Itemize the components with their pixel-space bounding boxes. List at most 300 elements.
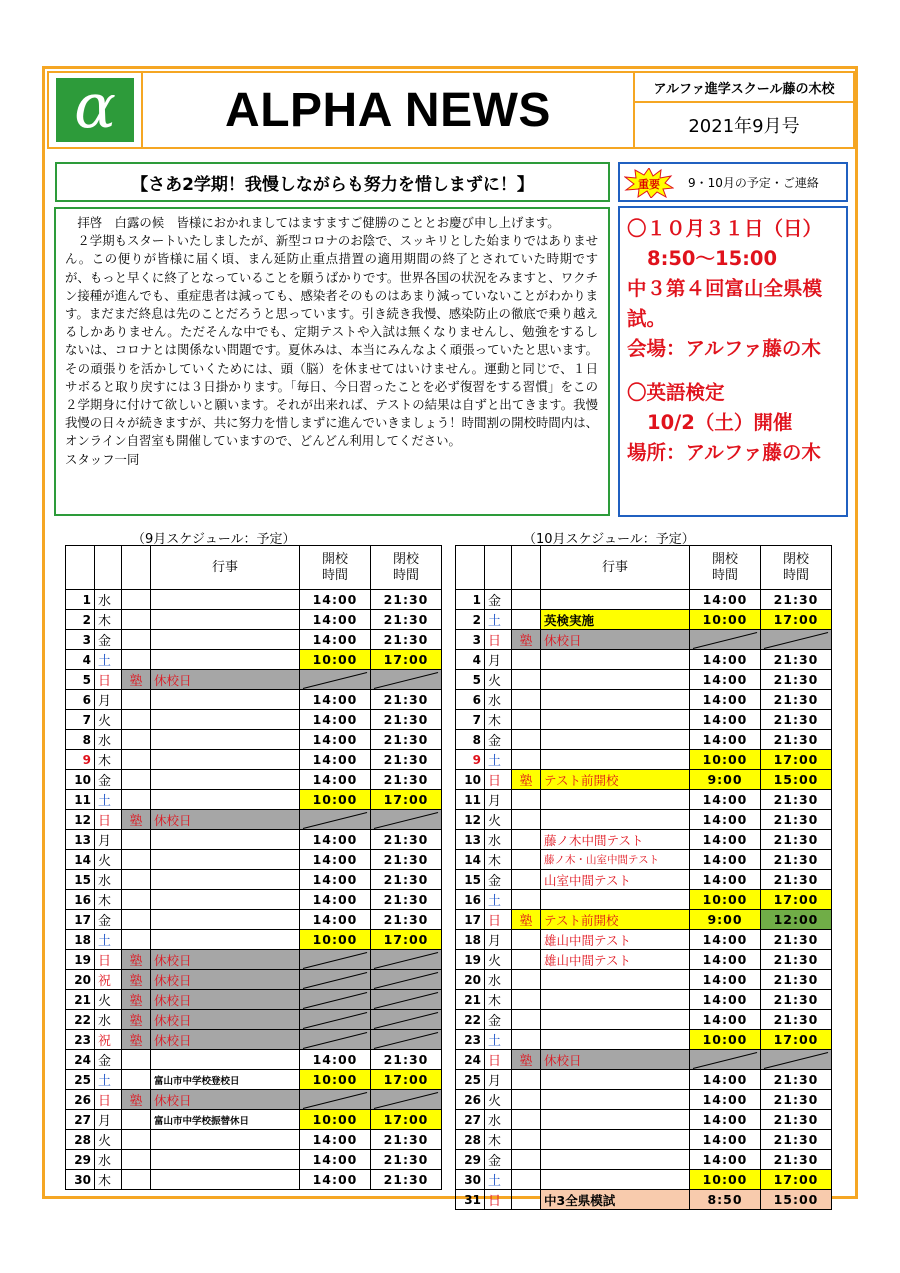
row-date: 3 (456, 630, 485, 650)
row-juku-mark (512, 830, 541, 850)
row-date: 17 (456, 910, 485, 930)
row-day: 金 (95, 630, 122, 650)
row-juku-mark: 塾 (512, 1050, 541, 1070)
header-date (66, 546, 95, 590)
row-close-time: 17:00 (761, 1170, 832, 1190)
oct-schedule-title: （10月スケジュール：予定） (523, 532, 695, 547)
row-day: 木 (95, 610, 122, 630)
row-event: 休校日 (151, 970, 300, 990)
row-open-time: 14:00 (690, 990, 761, 1010)
schedule-row (456, 830, 832, 850)
row-juku-mark (512, 590, 541, 610)
row-close-time (761, 1050, 832, 1070)
row-day: 土 (485, 1030, 512, 1050)
row-open-time: 14:00 (690, 850, 761, 870)
row-event: 休校日 (541, 630, 690, 650)
row-event: 休校日 (151, 1030, 300, 1050)
row-close-time: 21:30 (371, 750, 442, 770)
schedule-row (66, 970, 442, 990)
schedule-row (456, 990, 832, 1010)
school-name: アルファ進学スクール藤の木校 (633, 71, 855, 103)
schedule-row (66, 830, 442, 850)
row-date: 5 (456, 670, 485, 690)
row-day: 月 (95, 830, 122, 850)
row-date: 25 (456, 1070, 485, 1090)
schedule-row (456, 1090, 832, 1110)
header-open-time: 開校 時間 (300, 546, 371, 590)
row-close-time: 21:30 (371, 770, 442, 790)
row-date: 16 (66, 890, 95, 910)
row-juku-mark (122, 910, 151, 930)
row-open-time: 14:00 (690, 1090, 761, 1110)
row-event (541, 1130, 690, 1150)
row-close-time: 21:30 (371, 710, 442, 730)
row-day: 土 (95, 1070, 122, 1090)
row-juku-mark (512, 930, 541, 950)
row-close-time (761, 630, 832, 650)
row-open-time (300, 1030, 371, 1050)
row-close-time: 21:30 (761, 930, 832, 950)
row-event (151, 710, 300, 730)
row-event (151, 1150, 300, 1170)
schedule-row (456, 610, 832, 630)
row-date: 18 (456, 930, 485, 950)
row-open-time: 14:00 (300, 750, 371, 770)
row-open-time (690, 630, 761, 650)
row-event (541, 790, 690, 810)
schedule-row (456, 1110, 832, 1130)
row-day: 月 (95, 1110, 122, 1130)
row-open-time: 14:00 (300, 1130, 371, 1150)
row-open-time: 10:00 (300, 1110, 371, 1130)
sept-schedule-title: （9月スケジュール：予定） (132, 532, 296, 547)
row-open-time: 14:00 (300, 1150, 371, 1170)
row-close-time: 21:30 (761, 790, 832, 810)
row-day: 水 (95, 870, 122, 890)
logo-box (47, 71, 143, 149)
notice-line: 10/2（土）開催 (647, 411, 793, 434)
schedule-row (66, 590, 442, 610)
row-juku-mark (512, 690, 541, 710)
row-open-time: 14:00 (690, 690, 761, 710)
row-event (541, 670, 690, 690)
row-close-time: 12:00 (761, 910, 832, 930)
row-event (541, 1150, 690, 1170)
schedule-row (456, 590, 832, 610)
schedule-row (66, 690, 442, 710)
row-close-time: 21:30 (371, 630, 442, 650)
schedule-row (66, 610, 442, 630)
row-event: 英検実施 (541, 610, 690, 630)
notice-line: 会場：アルファ藤の木 (627, 337, 821, 360)
row-open-time: 14:00 (690, 870, 761, 890)
row-event (541, 1030, 690, 1050)
row-juku-mark (122, 610, 151, 630)
row-close-time (371, 1010, 442, 1030)
row-event (151, 1050, 300, 1070)
row-day: 金 (485, 870, 512, 890)
row-open-time: 14:00 (690, 1010, 761, 1030)
row-event (541, 1110, 690, 1130)
row-day: 火 (95, 1130, 122, 1150)
row-close-time: 21:30 (761, 1130, 832, 1150)
header-event: 行事 (541, 546, 690, 590)
table-header-row (456, 546, 832, 590)
schedule-row (456, 1070, 832, 1090)
row-event: 休校日 (151, 1090, 300, 1110)
notice-line: 8:50～15:00 (647, 247, 778, 270)
row-juku-mark: 塾 (122, 1010, 151, 1030)
row-date: 10 (456, 770, 485, 790)
schedule-row (66, 1130, 442, 1150)
row-juku-mark: 塾 (122, 670, 151, 690)
row-event (151, 930, 300, 950)
row-day: 日 (95, 670, 122, 690)
row-juku-mark: 塾 (122, 1090, 151, 1110)
schedule-row (456, 770, 832, 790)
schedule-row (456, 650, 832, 670)
notice-line: 中３第４回富山全県模試。 (627, 277, 823, 330)
row-open-time: 14:00 (690, 930, 761, 950)
sept-schedule-table (65, 545, 442, 1190)
schedule-row (66, 910, 442, 930)
row-date: 15 (66, 870, 95, 890)
row-date: 1 (66, 590, 95, 610)
notice-heading (618, 162, 848, 202)
row-date: 7 (456, 710, 485, 730)
important-burst-icon (624, 168, 674, 198)
row-juku-mark (512, 1030, 541, 1050)
row-close-time: 15:00 (761, 1190, 832, 1210)
row-open-time: 14:00 (300, 630, 371, 650)
row-juku-mark (512, 870, 541, 890)
row-day: 日 (485, 1050, 512, 1070)
row-juku-mark (122, 1170, 151, 1190)
row-day: 金 (95, 1050, 122, 1070)
row-event (541, 690, 690, 710)
row-juku-mark (122, 830, 151, 850)
schedule-row (456, 810, 832, 830)
row-day: 火 (95, 710, 122, 730)
row-close-time: 21:30 (761, 1070, 832, 1090)
row-juku-mark (512, 730, 541, 750)
row-day: 土 (485, 1170, 512, 1190)
schedule-row (456, 710, 832, 730)
row-date: 4 (66, 650, 95, 670)
row-close-time: 21:30 (761, 810, 832, 830)
row-juku-mark: 塾 (512, 910, 541, 930)
schedule-row (456, 730, 832, 750)
row-date: 17 (66, 910, 95, 930)
row-day: 水 (95, 1010, 122, 1030)
row-date: 31 (456, 1190, 485, 1210)
header-day (95, 546, 122, 590)
row-juku-mark: 塾 (122, 810, 151, 830)
row-juku-mark (122, 710, 151, 730)
schedule-row (66, 1050, 442, 1070)
row-day: 日 (485, 770, 512, 790)
row-day: 水 (95, 590, 122, 610)
row-date: 14 (66, 850, 95, 870)
row-day: 火 (485, 1090, 512, 1110)
row-day: 土 (485, 890, 512, 910)
row-juku-mark (512, 950, 541, 970)
row-event: テスト前開校 (541, 770, 690, 790)
row-date: 10 (66, 770, 95, 790)
row-open-time: 14:00 (690, 970, 761, 990)
row-event (151, 610, 300, 630)
row-day: 火 (95, 990, 122, 1010)
row-open-time: 9:00 (690, 770, 761, 790)
schedule-row (66, 1030, 442, 1050)
row-date: 14 (456, 850, 485, 870)
row-day: 金 (485, 590, 512, 610)
header-day (485, 546, 512, 590)
row-event (151, 630, 300, 650)
row-date: 9 (66, 750, 95, 770)
row-close-time: 21:30 (371, 850, 442, 870)
row-day: 日 (95, 810, 122, 830)
row-open-time (300, 1090, 371, 1110)
schedule-row (66, 850, 442, 870)
row-day: 金 (485, 1150, 512, 1170)
row-close-time: 21:30 (371, 1050, 442, 1070)
row-close-time: 21:30 (761, 1010, 832, 1030)
schedule-row (66, 930, 442, 950)
row-event (151, 850, 300, 870)
row-date: 16 (456, 890, 485, 910)
row-juku-mark (122, 1070, 151, 1090)
row-day: 月 (485, 650, 512, 670)
row-date: 24 (456, 1050, 485, 1070)
row-event: 休校日 (151, 1010, 300, 1030)
row-date: 6 (66, 690, 95, 710)
schedule-row (66, 670, 442, 690)
row-event: 富山市中学校登校日 (151, 1070, 300, 1090)
row-date: 24 (66, 1050, 95, 1070)
header-close-time: 閉校 時間 (371, 546, 442, 590)
row-juku-mark (122, 630, 151, 650)
row-open-time: 14:00 (690, 710, 761, 730)
row-open-time: 14:00 (300, 590, 371, 610)
row-open-time: 10:00 (300, 1070, 371, 1090)
row-day: 金 (485, 1010, 512, 1030)
schedule-row (456, 970, 832, 990)
row-date: 22 (456, 1010, 485, 1030)
row-event (151, 730, 300, 750)
row-day: 祝 (95, 970, 122, 990)
row-event (541, 590, 690, 610)
row-day: 祝 (95, 1030, 122, 1050)
row-open-time: 14:00 (690, 670, 761, 690)
row-juku-mark (122, 690, 151, 710)
row-close-time: 21:30 (761, 590, 832, 610)
row-close-time: 21:30 (371, 830, 442, 850)
row-date: 30 (456, 1170, 485, 1190)
row-event (541, 1070, 690, 1090)
row-date: 27 (66, 1110, 95, 1130)
row-open-time: 14:00 (300, 870, 371, 890)
row-date: 18 (66, 930, 95, 950)
row-juku-mark (122, 890, 151, 910)
row-juku-mark (122, 850, 151, 870)
notice-line: 場所：アルファ藤の木 (627, 441, 821, 464)
row-date: 2 (456, 610, 485, 630)
row-day: 木 (95, 890, 122, 910)
row-event (541, 1010, 690, 1030)
row-event (541, 750, 690, 770)
row-event (151, 870, 300, 890)
row-day: 水 (485, 1110, 512, 1130)
schedule-row (456, 1050, 832, 1070)
row-date: 19 (456, 950, 485, 970)
row-event (541, 710, 690, 730)
table-header-row (66, 546, 442, 590)
row-day: 火 (485, 950, 512, 970)
row-event (541, 1090, 690, 1110)
row-juku-mark (122, 650, 151, 670)
row-juku-mark (122, 590, 151, 610)
schedule-row (456, 1130, 832, 1150)
schedule-row (456, 1010, 832, 1030)
row-event (151, 890, 300, 910)
row-event: テスト前開校 (541, 910, 690, 930)
row-open-time: 14:00 (690, 1150, 761, 1170)
row-close-time: 17:00 (761, 890, 832, 910)
row-close-time (371, 810, 442, 830)
row-event: 藤ノ木・山室中間テスト (541, 850, 690, 870)
row-close-time: 21:30 (761, 1150, 832, 1170)
row-date: 21 (66, 990, 95, 1010)
row-day: 火 (485, 810, 512, 830)
row-open-time: 14:00 (690, 810, 761, 830)
row-event: 山室中間テスト (541, 870, 690, 890)
row-close-time: 17:00 (761, 610, 832, 630)
row-open-time (300, 810, 371, 830)
notice-line: 〇英語検定 (627, 381, 725, 404)
header-close-time: 閉校 時間 (761, 546, 832, 590)
schedule-row (456, 1170, 832, 1190)
row-close-time: 21:30 (371, 1170, 442, 1190)
row-close-time: 21:30 (761, 830, 832, 850)
row-open-time: 10:00 (690, 750, 761, 770)
row-close-time: 21:30 (761, 1110, 832, 1130)
row-date: 15 (456, 870, 485, 890)
row-date: 20 (456, 970, 485, 990)
row-juku-mark (512, 710, 541, 730)
schedule-row (456, 890, 832, 910)
schedule-row (66, 810, 442, 830)
row-juku-mark: 塾 (122, 970, 151, 990)
row-close-time: 21:30 (371, 910, 442, 930)
row-open-time (300, 950, 371, 970)
row-date: 29 (456, 1150, 485, 1170)
row-close-time (371, 970, 442, 990)
row-open-time (300, 670, 371, 690)
schedule-row (66, 750, 442, 770)
schedule-row (66, 730, 442, 750)
row-event: 中3全県模試 (541, 1190, 690, 1210)
row-juku-mark (512, 650, 541, 670)
schedule-row (66, 770, 442, 790)
row-day: 月 (485, 790, 512, 810)
row-open-time: 14:00 (300, 830, 371, 850)
row-event: 休校日 (541, 1050, 690, 1070)
row-open-time: 14:00 (300, 890, 371, 910)
row-juku-mark (122, 770, 151, 790)
row-juku-mark (122, 1110, 151, 1130)
row-date: 12 (66, 810, 95, 830)
row-day: 水 (95, 730, 122, 750)
row-juku-mark (512, 1130, 541, 1150)
row-close-time: 21:30 (761, 670, 832, 690)
row-close-time: 21:30 (761, 710, 832, 730)
row-juku-mark (512, 850, 541, 870)
header-juku (512, 546, 541, 590)
row-date: 11 (456, 790, 485, 810)
row-day: 水 (485, 970, 512, 990)
row-juku-mark (512, 1170, 541, 1190)
row-juku-mark: 塾 (122, 1030, 151, 1050)
row-date: 29 (66, 1150, 95, 1170)
row-day: 火 (485, 670, 512, 690)
greeting-letter (54, 207, 610, 516)
row-date: 28 (456, 1130, 485, 1150)
row-open-time: 14:00 (300, 770, 371, 790)
schedule-row (456, 1150, 832, 1170)
row-date: 25 (66, 1070, 95, 1090)
row-open-time: 14:00 (690, 730, 761, 750)
letter-body: 拝啓 白露の候 皆様におかれましてはますますご健勝のこととお慶び申し上げます。 ２学期もスタートいたしましたが、新型コロナのお陰で、スッキリとした始まりではありません。この便りが皆様に届く頃、まん延防止重点措置の適用期間の終了とされていた時期ですが、もっと早くに終了となっていることを願うばかりです。世界各国の状況をみますと、ワクチン接種が進んでも、重症患者は減っても、感染者そのものはあまり減っていないことがわかります。まだまだ終息は先のことだろうと思っています。引き続き我慢、感染防止の徹底で乗り越えるしかありません。ただそんな中でも、定期テストや入試は無くなりませんし、勉強をするしないは、コロナとは関係ない問題です。夏休みは、本当にみんなよく頑張っていたと思います。その頑張りを活かしていくためには、頭（脳）を休ませてはいけません。運動と同じで、１日サボると取り戻すには３日掛かります。「毎日、今日習ったことを必ず復習をする習慣」をこの２学期身に付けて欲しいと願います。それが出来れば、テストの結果は自ずと出てきます。我慢我慢の日々が続きますが、共に努力を惜しまずに進んでいきましょう！時間割の開校時間内は、オンライン自習室も開催していますので、どんどん利用してください。 (65, 215, 598, 449)
row-close-time: 21:30 (371, 690, 442, 710)
row-day: 木 (485, 990, 512, 1010)
row-close-time: 21:30 (371, 610, 442, 630)
row-close-time: 21:30 (371, 870, 442, 890)
row-day: 日 (485, 630, 512, 650)
schedule-row (456, 950, 832, 970)
row-open-time: 14:00 (690, 950, 761, 970)
row-date: 13 (456, 830, 485, 850)
row-day: 木 (95, 1170, 122, 1190)
row-close-time: 21:30 (371, 590, 442, 610)
notice-heading-text: 9・10月の予定・ご連絡 (688, 176, 819, 190)
row-close-time (371, 990, 442, 1010)
row-close-time (371, 670, 442, 690)
schedule-row (66, 890, 442, 910)
schedule-row (66, 790, 442, 810)
row-close-time: 17:00 (761, 1030, 832, 1050)
row-open-time (690, 1050, 761, 1070)
issue-date: 2021年9月号 (633, 103, 855, 149)
row-day: 日 (95, 1090, 122, 1110)
row-date: 2 (66, 610, 95, 630)
row-close-time: 21:30 (761, 650, 832, 670)
headline: 【さあ2学期！我慢しながらも努力を惜しまずに！】 (55, 162, 610, 202)
row-day: 日 (95, 950, 122, 970)
row-event: 休校日 (151, 990, 300, 1010)
row-date: 11 (66, 790, 95, 810)
row-date: 1 (456, 590, 485, 610)
row-date: 9 (456, 750, 485, 770)
row-date: 21 (456, 990, 485, 1010)
schedule-row (456, 790, 832, 810)
row-open-time: 10:00 (300, 650, 371, 670)
row-close-time (371, 950, 442, 970)
row-event (541, 970, 690, 990)
row-juku-mark (512, 1070, 541, 1090)
row-open-time: 10:00 (690, 1030, 761, 1050)
schedule-row (456, 630, 832, 650)
